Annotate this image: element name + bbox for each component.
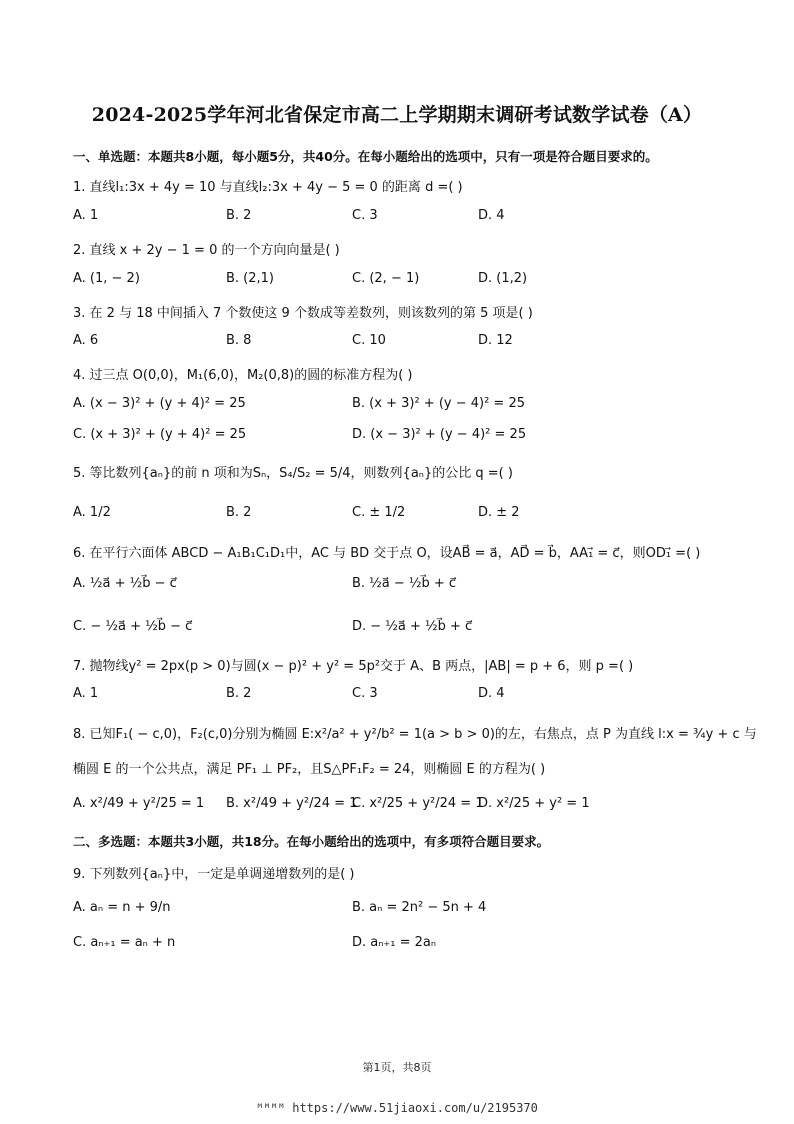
- section-heading-multi-choice: 二、多选题：本题共3小题，共18分。在每小题给出的选项中，有多项符合题目要求。: [73, 834, 550, 849]
- page-title: 2024-2025学年河北省保定市高二上学期期末调研考试数学试卷（A）: [91, 104, 703, 126]
- q2-option-d[interactable]: D. (1,2): [478, 271, 528, 286]
- question-5-stem: 5. 等比数列{aₙ}的前 n 项和为Sₙ，S₄/S₂ = 5/4，则数列{aₙ}的公比 q =( ): [73, 466, 513, 481]
- q1-option-a[interactable]: A. 1: [73, 208, 99, 223]
- question-1-stem: 1. 直线l₁:3x + 4y = 10 与直线l₂:3x + 4y − 5 = 0 的距离 d =( ): [73, 180, 463, 195]
- q4-option-d[interactable]: D. (x − 3)² + (y − 4)² = 25: [352, 427, 527, 442]
- question-9-stem: 9. 下列数列{aₙ}中，一定是单调递增数列的是( ): [73, 867, 355, 882]
- question-7-stem: 7. 抛物线y² = 2px(p > 0)与圆(x − p)² + y² = 5p²交于 A、B 两点，|AB| = p + 6，则 p =( ): [73, 659, 634, 674]
- q2-option-c[interactable]: C. (2, − 1): [352, 271, 420, 286]
- question-3-stem: 3. 在 2 与 18 中间插入 7 个数使这 9 个数成等差数列，则该数列的第 5 项是( ): [73, 306, 533, 321]
- q6-option-a[interactable]: A. ½a⃗ + ½b⃗ − c⃗: [73, 576, 177, 591]
- q1-option-b[interactable]: B. 2: [226, 208, 252, 223]
- q3-option-c[interactable]: C. 10: [352, 333, 386, 348]
- q9-option-a[interactable]: A. aₙ = n + 9/n: [73, 900, 171, 915]
- q3-option-b[interactable]: B. 8: [226, 333, 252, 348]
- q4-option-b[interactable]: B. (x + 3)² + (y − 4)² = 25: [352, 396, 525, 411]
- page-number: 第1页，共8页: [362, 1061, 432, 1074]
- question-8-stem-line2: 椭圆 E 的一个公共点，满足 PF₁ ⊥ PF₂，且S△PF₁F₂ = 24，则椭圆 E 的方程为( ): [73, 762, 546, 777]
- q9-option-c[interactable]: C. aₙ₊₁ = aₙ + n: [73, 935, 176, 950]
- section-heading-single-choice: 一、单选题：本题共8小题，每小题5分，共40分。在每小题给出的选项中，只有一项是符合题目要求的。: [73, 149, 658, 164]
- q1-option-c[interactable]: C. 3: [352, 208, 378, 223]
- q5-option-a[interactable]: A. 1/2: [73, 505, 111, 520]
- q6-option-d[interactable]: D. − ½a⃗ + ½b⃗ + c⃗: [352, 619, 473, 634]
- q5-option-b[interactable]: B. 2: [226, 505, 252, 520]
- q3-option-a[interactable]: A. 6: [73, 333, 99, 348]
- q7-option-d[interactable]: D. 4: [478, 686, 505, 701]
- question-8-stem: 8. 已知F₁( − c,0)，F₂(c,0)分别为椭圆 E:x²/a² + y²/b² = 1(a > b > 0)的左，右焦点，点 P 为直线 l:x = ¾y + c 与: [73, 727, 757, 742]
- q8-option-d[interactable]: D. x²/25 + y² = 1: [478, 796, 590, 811]
- q5-option-d[interactable]: D. ± 2: [478, 505, 520, 520]
- q6-option-c[interactable]: C. − ½a⃗ + ½b⃗ − c⃗: [73, 619, 193, 634]
- question-4-stem: 4. 过三点 O(0,0)，M₁(6,0)，M₂(0,8)的圆的标准方程为( ): [73, 368, 413, 383]
- q2-option-a[interactable]: A. (1, − 2): [73, 271, 140, 286]
- q2-option-b[interactable]: B. (2,1): [226, 271, 275, 286]
- q7-option-c[interactable]: C. 3: [352, 686, 378, 701]
- q8-option-a[interactable]: A. x²/49 + y²/25 = 1: [73, 796, 205, 811]
- q5-option-c[interactable]: C. ± 1/2: [352, 505, 406, 520]
- question-2-stem: 2. 直线 x + 2y − 1 = 0 的一个方向向量是( ): [73, 243, 340, 258]
- q8-option-c[interactable]: C. x²/25 + y²/24 = 1: [352, 796, 484, 811]
- q4-option-c[interactable]: C. (x + 3)² + (y + 4)² = 25: [73, 427, 247, 442]
- q1-option-d[interactable]: D. 4: [478, 208, 505, 223]
- watermark-url[interactable]: ᴹᴹᴹᴹ https://www.51jiaoxi.com/u/2195370: [256, 1101, 538, 1115]
- q9-option-b[interactable]: B. aₙ = 2n² − 5n + 4: [352, 900, 487, 915]
- question-6-stem: 6. 在平行六面体 ABCD − A₁B₁C₁D₁中，AC 与 BD 交于点 O，设AB⃗ = a⃗，AD⃗ = b⃗，AA₁⃗ = c⃗，则OD₁⃗ =( ): [73, 546, 701, 561]
- q3-option-d[interactable]: D. 12: [478, 333, 513, 348]
- q4-option-a[interactable]: A. (x − 3)² + (y + 4)² = 25: [73, 396, 246, 411]
- q7-option-b[interactable]: B. 2: [226, 686, 252, 701]
- q6-option-b[interactable]: B. ½a⃗ − ½b⃗ + c⃗: [352, 576, 457, 591]
- q9-option-d[interactable]: D. aₙ₊₁ = 2aₙ: [352, 935, 437, 950]
- q8-option-b[interactable]: B. x²/49 + y²/24 = 1: [226, 796, 358, 811]
- q7-option-a[interactable]: A. 1: [73, 686, 99, 701]
